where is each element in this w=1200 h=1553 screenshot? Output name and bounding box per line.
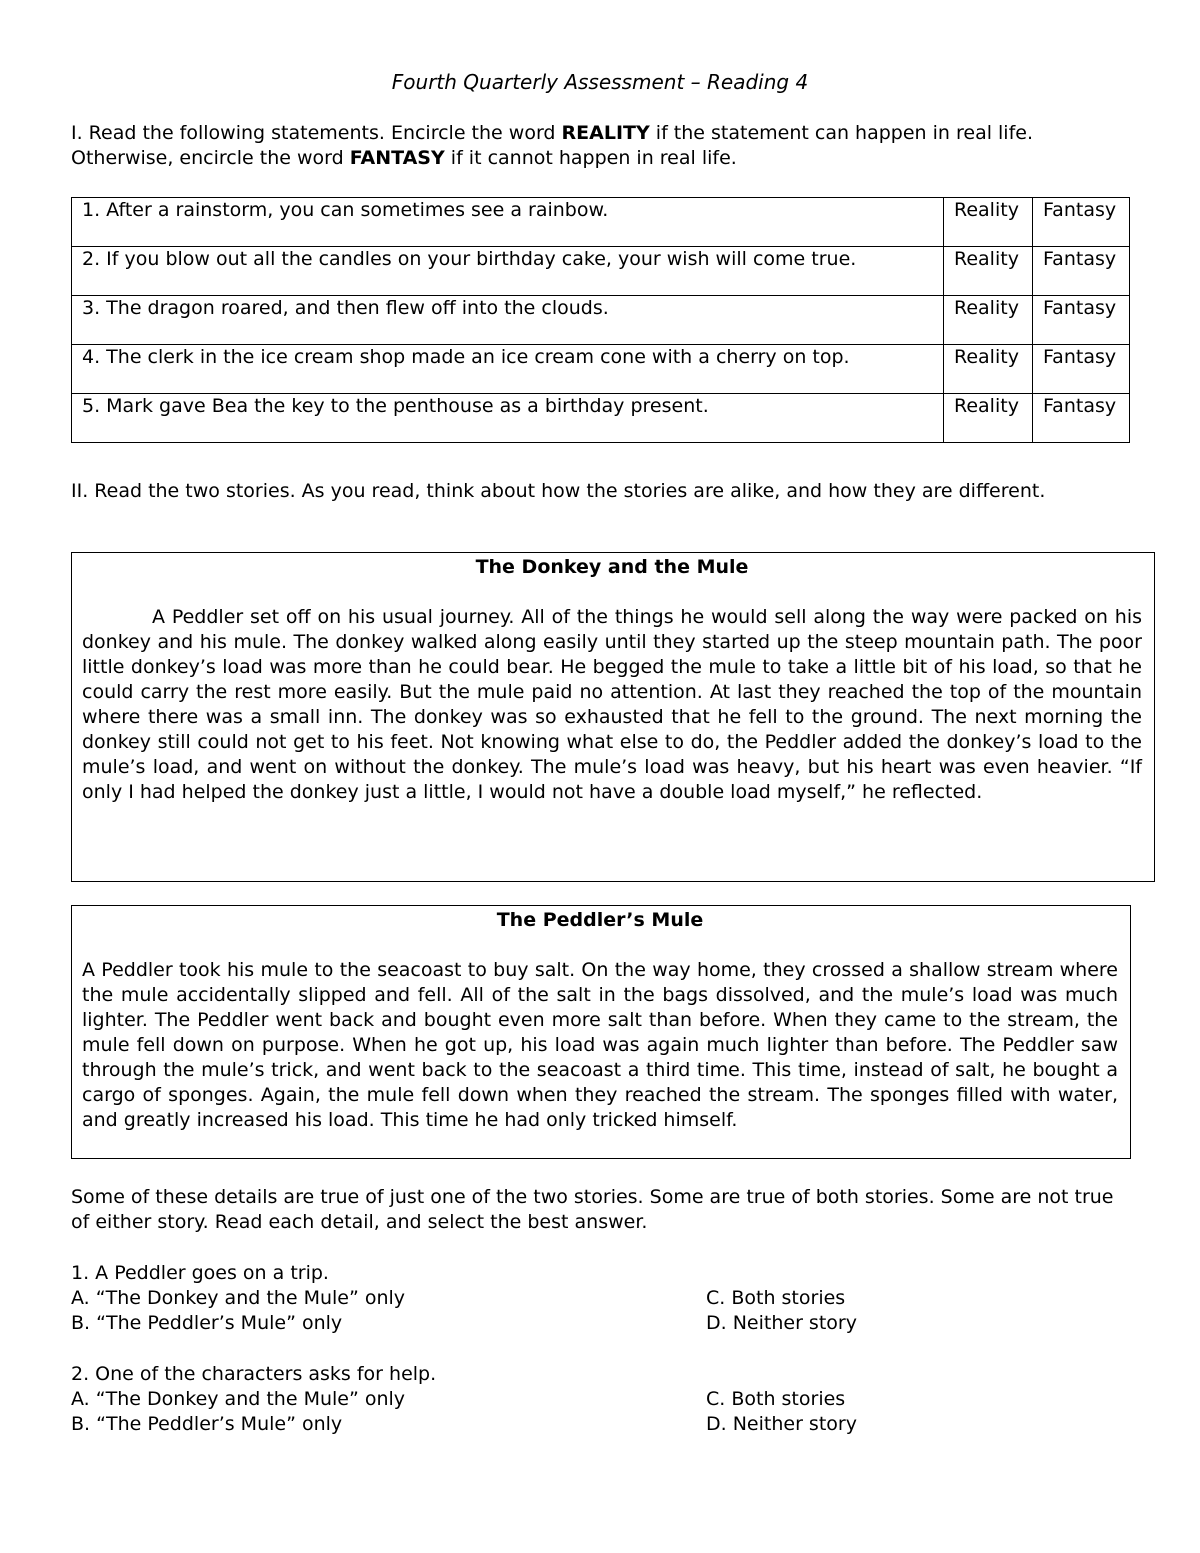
part2-instructions: II. Read the two stories. As you read, think about how the stories are alike, and how they are different. [71, 480, 1046, 502]
fantasy-option[interactable]: Fantasy [1033, 345, 1130, 394]
question-2-text: 2. One of the characters asks for help. [71, 1363, 437, 1385]
part3-instructions: Some of these details are true of just one of the two stories. Some are true of both stories. Some are not true of either story. Read each detail, and select the best answer. [71, 1186, 1114, 1233]
question-1-option-c[interactable]: C. Both stories [706, 1287, 846, 1309]
fantasy-option[interactable]: Fantasy [1033, 296, 1130, 345]
question-2-option-b[interactable]: B. “The Peddler’s Mule” only [71, 1413, 343, 1435]
page-title: Fourth Quarterly Assessment – Reading 4 [391, 70, 809, 94]
table-row [72, 247, 1130, 296]
question-1-option-d[interactable]: D. Neither story [706, 1312, 857, 1334]
question-1-option-b[interactable]: B. “The Peddler’s Mule” only [71, 1312, 343, 1334]
table-row [72, 198, 1130, 247]
part1-instr-a: I. Read the following statements. Encircle the word [71, 122, 562, 144]
statement-cell: 4. The clerk in the ice cream shop made an ice cream cone with a cherry on top. [72, 345, 944, 394]
reality-option[interactable]: Reality [944, 345, 1033, 394]
part1-instructions [71, 121, 1131, 171]
reality-option[interactable]: Reality [944, 296, 1033, 345]
statement-cell: 1. After a rainstorm, you can sometimes see a rainbow. [72, 198, 944, 247]
story-text: A Peddler took his mule to the seacoast to buy salt. On the way home, they crossed a shallow stream where the mule accidentally slipped and fell. All of the salt in the bags dissolved, and the mule’s load was much lighter. The Peddler went back and bought even more salt than before. When they came to the stream, the mule fell down on purpose. When he got up, his load was again much lighter than before. The Peddler saw through the mule’s trick, and went back to the seacoast a third time. This time, instead of salt, he bought a cargo of sponges. Again, the mule fell down when they reached the stream. The sponges filled with water, and greatly increased his load. This time he had only tricked himself. [82, 959, 1118, 1131]
reality-option[interactable]: Reality [944, 394, 1033, 443]
story-box-donkey-and-mule [71, 552, 1155, 882]
part1-instr-b: if the statement can happen in real life. Otherwise, encircle the word [71, 122, 1034, 169]
statement-cell: 5. Mark gave Bea the key to the penthouse as a birthday present. [72, 394, 944, 443]
table-row [72, 345, 1130, 394]
reality-option[interactable]: Reality [944, 247, 1033, 296]
table-row [72, 394, 1130, 443]
part1-instr-c: if it cannot happen in real life. [444, 147, 737, 169]
reality-option[interactable]: Reality [944, 198, 1033, 247]
statement-cell: 3. The dragon roared, and then flew off into the clouds. [72, 296, 944, 345]
fantasy-option[interactable]: Fantasy [1033, 198, 1130, 247]
fantasy-option[interactable]: Fantasy [1033, 394, 1130, 443]
question-2-option-d[interactable]: D. Neither story [706, 1413, 857, 1435]
reality-fantasy-table [71, 197, 1130, 443]
question-2-option-a[interactable]: A. “The Donkey and the Mule” only [71, 1388, 406, 1410]
question-2-option-c[interactable]: C. Both stories [706, 1388, 846, 1410]
fantasy-option[interactable]: Fantasy [1033, 247, 1130, 296]
fantasy-keyword: FANTASY [349, 147, 445, 169]
story-title: The Donkey and the Mule [475, 556, 749, 578]
story-title: The Peddler’s Mule [496, 909, 704, 931]
question-1-option-a[interactable]: A. “The Donkey and the Mule” only [71, 1287, 406, 1309]
reality-keyword: REALITY [561, 122, 650, 144]
statement-cell: 2. If you blow out all the candles on your birthday cake, your wish will come true. [72, 247, 944, 296]
story-text: A Peddler set off on his usual journey. All of the things he would sell along the way were packed on his donkey and his mule. The donkey walked along easily until they started up the steep mountain path. The poor little donkey’s load was more than he could bear. He begged the mule to take a little bit of his load, so that he could carry the rest more easily. But the mule paid no attention. At last they reached the top of the mountain where there was a small inn. The donkey was so exhausted that he fell to the ground. The next morning the donkey still could not get to his feet. Not knowing what else to do, the Peddler added the donkey’s load to the mule’s load, and went on without the donkey. The mule’s load was heavy, but his heart was even heavier. “If only I had helped the donkey just a little, I would not have a double load myself,” he reflected. [82, 606, 1142, 803]
table-row [72, 296, 1130, 345]
story-box-peddlers-mule [71, 905, 1131, 1159]
question-1-text: 1. A Peddler goes on a trip. [71, 1262, 329, 1284]
